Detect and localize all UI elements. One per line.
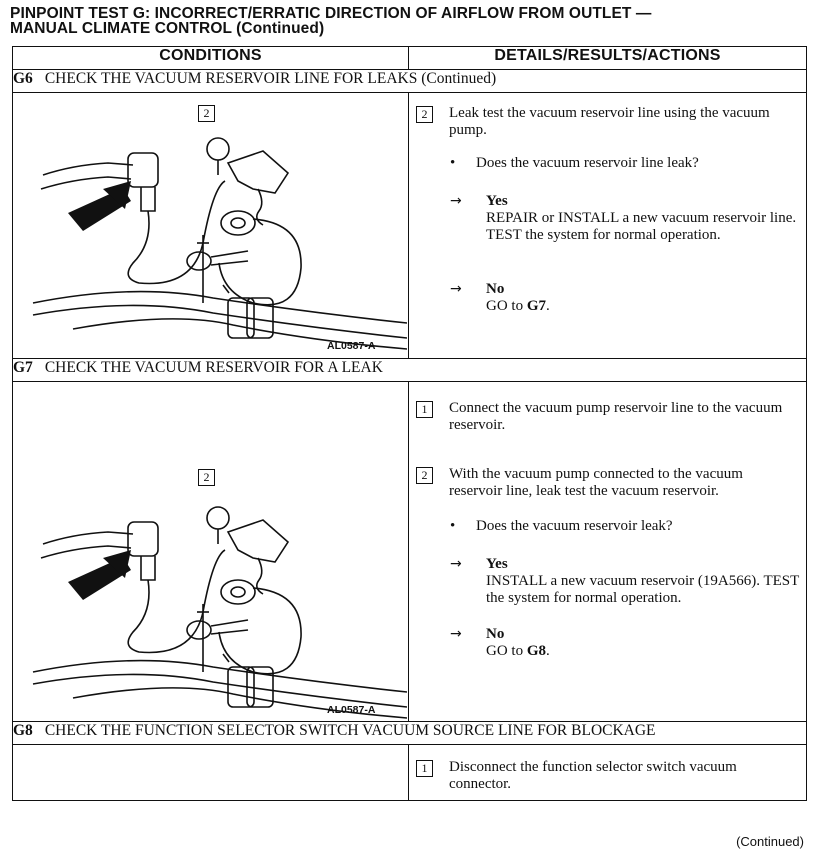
g7-figure-label: AL0587-A <box>327 704 376 716</box>
g8-step-1 <box>416 759 798 793</box>
section-g8-code: G8 <box>13 722 33 739</box>
title-line-2: MANUAL CLIMATE CONTROL (Continued) <box>10 20 325 37</box>
g7-no-suffix: . <box>546 643 550 659</box>
g7-yes-label: Yes <box>486 556 508 572</box>
g7-no-target: G8 <box>526 643 547 659</box>
page-title <box>10 6 816 36</box>
bullet-icon: • <box>450 518 456 534</box>
g7-step-1-text: Connect the vacuum pump reservoir line to the vacuum reservoir. <box>449 400 783 433</box>
conditions-header: CONDITIONS <box>13 47 409 70</box>
section-g6-title <box>13 70 807 93</box>
g6-yes-label: Yes <box>486 193 508 209</box>
g6-step-2-number: 2 <box>416 106 433 123</box>
g6-actions-cell <box>409 93 807 359</box>
g7-yes-result <box>450 556 800 607</box>
section-g8-text: CHECK THE FUNCTION SELECTOR SWITCH VACUUM SOURCE LINE FOR BLOCKAGE <box>44 722 656 739</box>
g6-illustration-cell <box>13 93 409 359</box>
arrow-right-icon: → <box>450 193 462 209</box>
details-header: DETAILS/RESULTS/ACTIONS <box>409 47 807 70</box>
g7-no-result <box>450 626 800 660</box>
section-g7-text: CHECK THE VACUUM RESERVOIR FOR A LEAK <box>44 359 383 376</box>
g7-step-1-number: 1 <box>416 401 433 418</box>
g6-no-label: No <box>486 281 505 297</box>
g7-no-prefix: GO to <box>486 643 527 659</box>
g7-step-2-text: With the vacuum pump connected to the vacuum reservoir line, leak test the vacuum reservoir. <box>449 466 743 499</box>
g8-step-1-text: Disconnect the function selector switch vacuum connector. <box>449 759 737 792</box>
g6-step-2-text: Leak test the vacuum reservoir line using the vacuum pump. <box>449 105 770 138</box>
g6-no-suffix: . <box>546 298 550 314</box>
continued-label: (Continued) <box>736 834 804 849</box>
vacuum-pump-illustration <box>13 93 407 357</box>
g7-question-text: Does the vacuum reservoir leak? <box>476 518 673 534</box>
vacuum-pump-illustration <box>13 382 407 720</box>
pinpoint-test-table <box>12 46 807 801</box>
bullet-icon: • <box>450 155 456 171</box>
g6-no-prefix: GO to <box>486 298 527 314</box>
g6-yes-result <box>450 193 800 244</box>
title-line-1: PINPOINT TEST G: INCORRECT/ERRATIC DIRECTION OF AIRFLOW FROM OUTLET — <box>10 5 652 22</box>
arrow-right-icon: → <box>450 281 462 297</box>
g7-actions-cell <box>409 382 807 722</box>
g8-condition-cell <box>13 745 409 801</box>
arrow-right-icon: → <box>450 556 462 572</box>
section-g6-code: G6 <box>13 70 33 87</box>
g8-step-1-number: 1 <box>416 760 433 777</box>
g7-illustration-cell <box>13 382 409 722</box>
g7-figure-step-box: 2 <box>198 469 215 486</box>
g8-actions-cell <box>409 745 807 801</box>
g6-no-target: G7 <box>526 298 547 314</box>
section-g6-suffix: (Continued) <box>421 70 497 87</box>
section-g6-text: CHECK THE VACUUM RESERVOIR LINE FOR LEAKS <box>44 70 418 87</box>
g6-step-2 <box>416 105 798 139</box>
g7-step-1 <box>416 400 798 434</box>
section-g7-code: G7 <box>13 359 33 376</box>
g6-question <box>450 155 798 172</box>
g7-yes-text: INSTALL a new vacuum reservoir (19A566). TEST the system for normal operation. <box>486 573 800 606</box>
g7-step-2 <box>416 466 798 500</box>
g7-question <box>450 518 798 535</box>
g6-question-text: Does the vacuum reservoir line leak? <box>476 155 699 171</box>
g6-figure-step-box: 2 <box>198 105 215 122</box>
arrow-right-icon: → <box>450 626 462 642</box>
g6-yes-text: REPAIR or INSTALL a new vacuum reservoir line. TEST the system for normal operation. <box>486 210 797 243</box>
g7-no-label: No <box>486 626 505 642</box>
g6-figure-label: AL0587-A <box>327 340 376 352</box>
g7-step-2-number: 2 <box>416 467 433 484</box>
section-g8-title <box>13 722 807 745</box>
section-g7-title <box>13 359 807 382</box>
g6-no-result <box>450 281 800 315</box>
